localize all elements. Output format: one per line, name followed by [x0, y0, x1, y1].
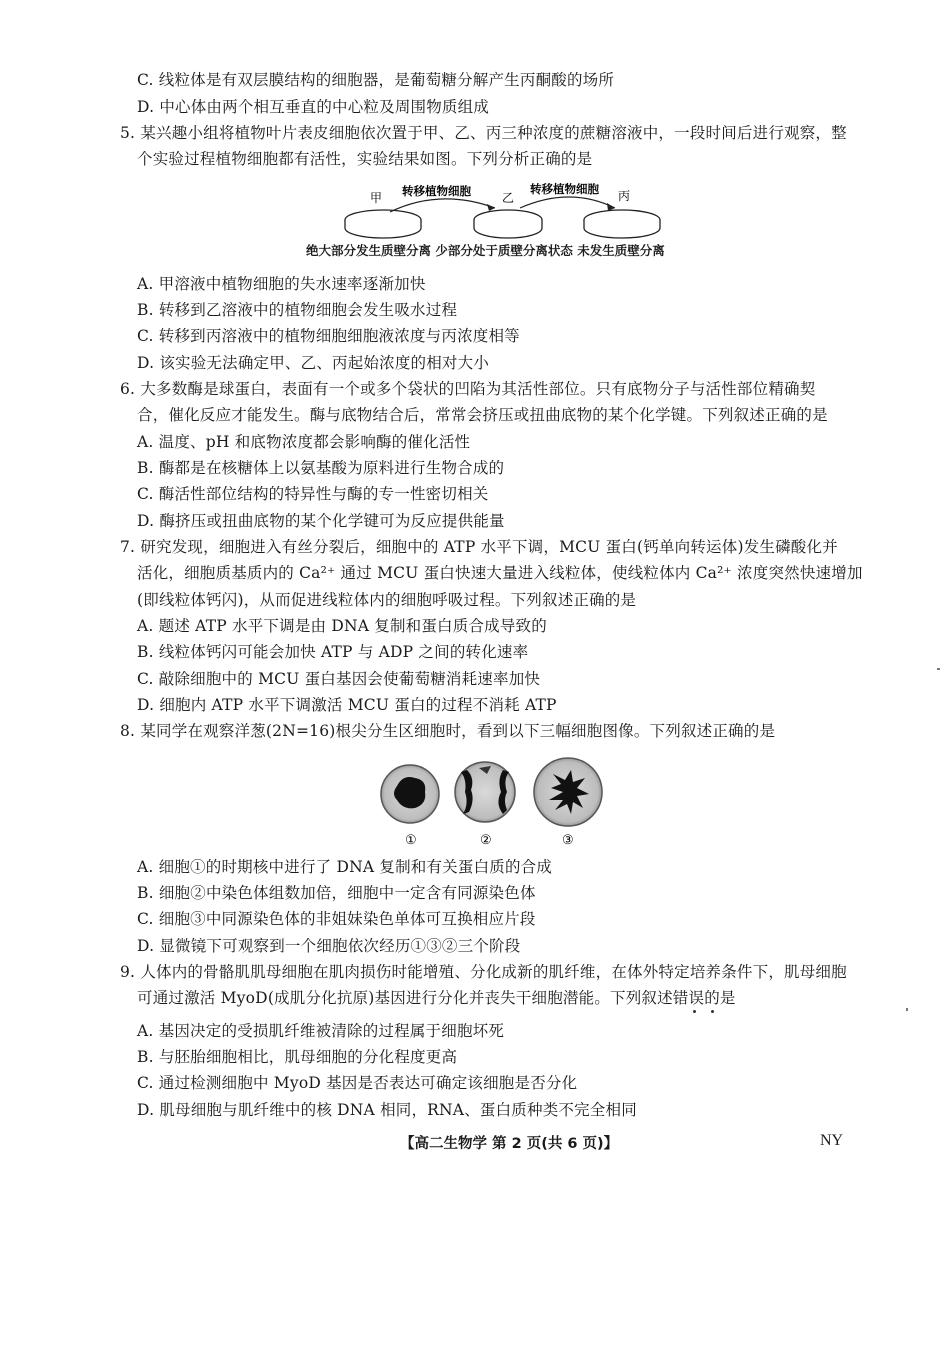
- scan-speck: [906, 1008, 908, 1011]
- scan-speck: [937, 668, 940, 670]
- q5-option-a: A. 甲溶液中植物细胞的失水速率逐渐加快: [137, 275, 426, 293]
- q5-option-b: B. 转移到乙溶液中的植物细胞会发生吸水过程: [137, 301, 458, 319]
- q7-option-d: D. 细胞内 ATP 水平下调激活 MCU 蛋白的过程不消耗 ATP: [137, 696, 557, 714]
- cell-label-3: ③: [562, 833, 574, 848]
- q6-stem-line2: 合，催化反应才能发生。酶与底物结合后，常常会挤压或扭曲底物的某个化学键。下列叙述正确的是: [137, 406, 828, 424]
- q9-option-c: C. 通过检测细胞中 MyoD 基因是否表达可确定该细胞是否分化: [137, 1074, 578, 1092]
- q7-stem-line2: 活化，细胞质基质内的 Ca²⁺ 通过 MCU 蛋白快速大量进入线粒体，使线粒体内 Ca²⁺ 浓度突然快速增加: [137, 564, 863, 582]
- q6-option-d: D. 酶挤压或扭曲底物的某个化学键可为反应提供能量: [137, 512, 505, 530]
- cell-3-image: [534, 758, 602, 826]
- cell-2-image: [455, 762, 515, 822]
- q4-option-d: D. 中心体由两个相互垂直的中心粒及周围物质组成: [137, 98, 490, 116]
- q6-option-b: B. 酶都是在核糖体上以氨基酸为原料进行生物合成的: [137, 459, 505, 477]
- q4-option-c: C. 线粒体是有双层膜结构的细胞器，是葡萄糖分解产生丙酮酸的场所: [137, 71, 615, 89]
- q8-option-d: D. 显微镜下可观察到一个细胞依次经历①③②三个阶段: [137, 937, 521, 955]
- q5-option-d: D. 该实验无法确定甲、乙、丙起始浓度的相对大小: [137, 354, 490, 372]
- cell-label-1: ①: [405, 833, 417, 848]
- arrow-label-2: 转移植物细胞: [530, 182, 599, 196]
- q9-option-b: B. 与胚胎细胞相比，肌母细胞的分化程度更高: [137, 1048, 458, 1066]
- footer-code: NY: [820, 1132, 844, 1149]
- label-bing: 丙: [618, 189, 631, 203]
- q9-stem-line1: 9. 人体内的骨骼肌肌母细胞在肌肉损伤时能增殖、分化成新的肌纤维，在体外特定培养条件下，肌母细胞: [120, 963, 847, 981]
- q8-option-c: C. 细胞③中同源染色体的非姐妹染色单体可互换相应片段: [137, 910, 536, 928]
- emphasis-dot: [711, 1010, 714, 1013]
- q9-option-a: A. 基因决定的受损肌纤维被清除的过程属于细胞坏死: [137, 1022, 505, 1040]
- q7-option-a: A. 题述 ATP 水平下调是由 DNA 复制和蛋白质合成导致的: [137, 617, 547, 635]
- q9-stem-line2: 可通过激活 MyoD(成肌分化抗原)基因进行分化并丧失干细胞潜能。下列叙述错误的是: [137, 989, 736, 1007]
- q5-stem-line1: 5. 某兴趣小组将植物叶片表皮细胞依次置于甲、乙、丙三种浓度的蔗糖溶液中，一段时间后进行观察，整: [120, 124, 847, 142]
- label-jia: 甲: [370, 191, 383, 205]
- q5-figure-caption: 绝大部分发生质壁分离 少部分处于质壁分离状态 未发生质壁分离: [306, 243, 665, 258]
- q7-stem-line1: 7. 研究发现，细胞进入有丝分裂后，细胞中的 ATP 水平下调，MCU 蛋白(钙单向转运体)发生磷酸化并: [120, 538, 838, 556]
- q6-option-a: A. 温度、pH 和底物浓度都会影响酶的催化活性: [137, 433, 471, 451]
- q6-stem-line1: 6. 大多数酶是球蛋白，表面有一个或多个袋状的凹陷为其活性部位。只有底物分子与活性部位精确契: [120, 380, 816, 398]
- q6-option-c: C. 酶活性部位结构的特异性与酶的专一性密切相关: [137, 485, 489, 503]
- arrow-label-1: 转移植物细胞: [402, 184, 471, 198]
- q8-option-a: A. 细胞①的时期核中进行了 DNA 复制和有关蛋白质的合成: [137, 858, 553, 876]
- q8-option-b: B. 细胞②中染色体组数加倍，细胞中一定含有同源染色体: [137, 884, 536, 902]
- q5-option-c: C. 转移到丙溶液中的植物细胞细胞液浓度与丙浓度相等: [137, 327, 520, 345]
- cell-1-image: [381, 765, 439, 823]
- q5-stem-line2: 个实验过程植物细胞都有活性，实验结果如图。下列分析正确的是: [137, 150, 593, 168]
- q9-option-d: D. 肌母细胞与肌纤维中的核 DNA 相同，RNA、蛋白质种类不完全相同: [137, 1101, 637, 1119]
- cell-label-2: ②: [480, 833, 492, 848]
- q7-option-c: C. 敲除细胞中的 MCU 蛋白基因会使葡萄糖消耗速率加快: [137, 670, 541, 688]
- q8-cell-images: [375, 752, 615, 852]
- label-yi: 乙: [502, 191, 515, 205]
- q7-option-b: B. 线粒体钙闪可能会加快 ATP 与 ADP 之间的转化速率: [137, 643, 529, 661]
- emphasis-dot: [693, 1010, 696, 1013]
- q7-stem-line3: (即线粒体钙闪)，从而促进线粒体内的细胞呼吸过程。下列叙述正确的是: [137, 591, 637, 609]
- q8-stem: 8. 某同学在观察洋葱(2N=16)根尖分生区细胞时，看到以下三幅细胞图像。下列叙述正确的是: [120, 722, 776, 740]
- footer-page-title: 【高二生物学 第 2 页(共 6 页)】: [400, 1136, 619, 1152]
